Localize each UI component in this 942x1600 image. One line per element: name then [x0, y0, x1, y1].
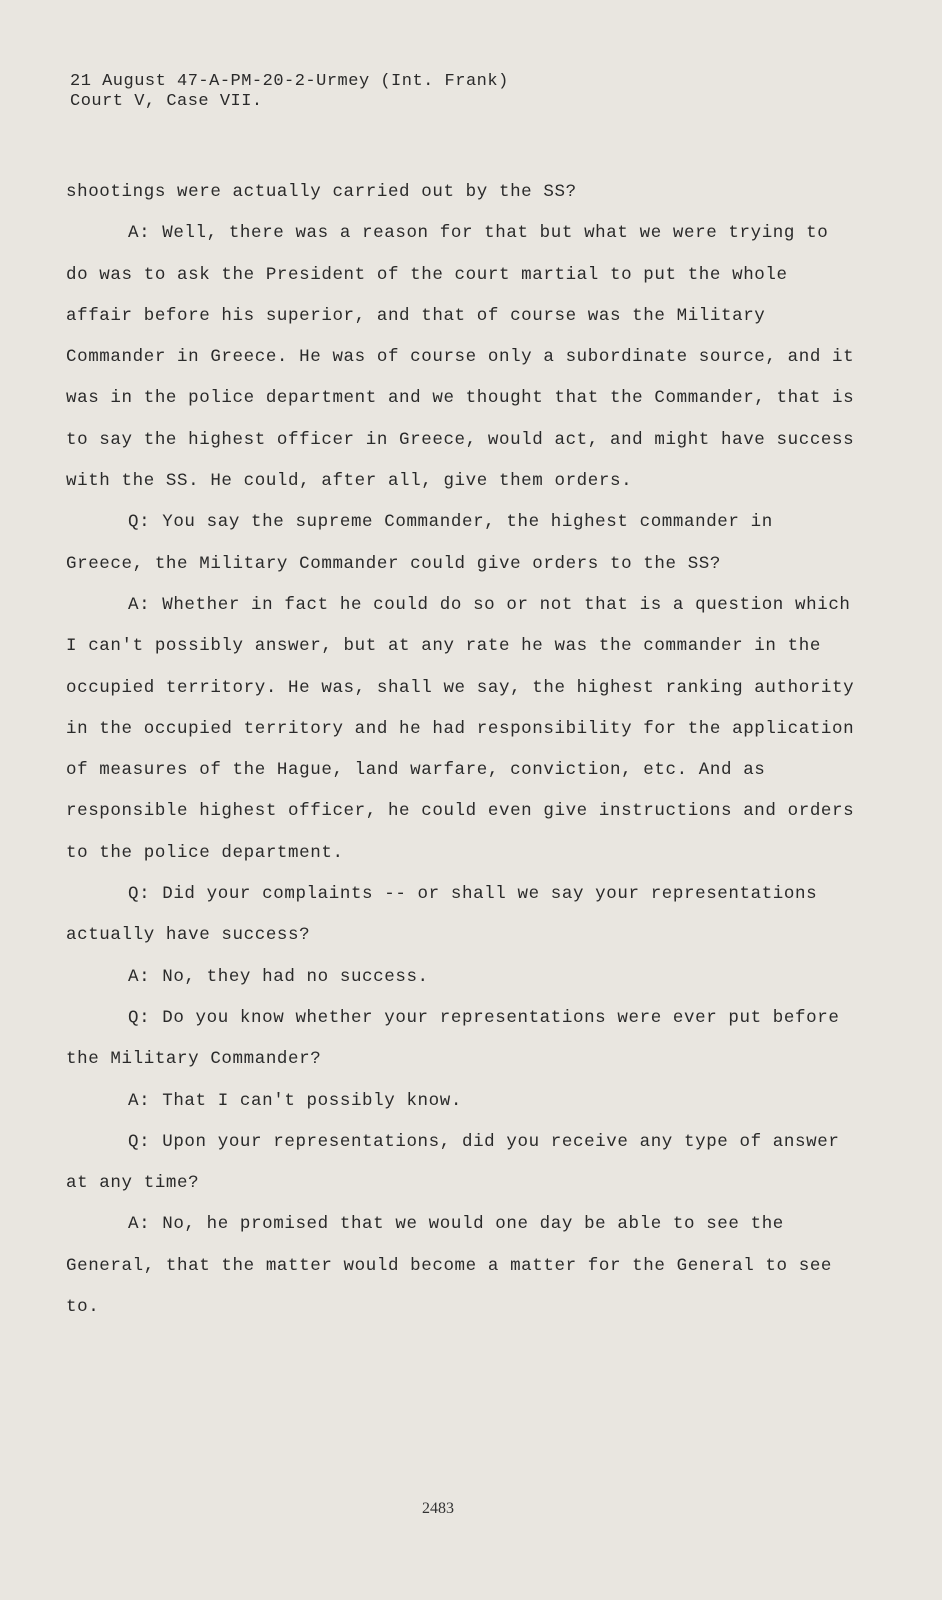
speaker-label: A: — [128, 966, 151, 987]
paragraph-text: Well, there was a reason for that but what we were trying to do was to ask the President of the court martial to put the whole affair before his superior, and that of course was the Military Commander in Greece. He was of course only a subordinate source, and it was in the police department and we thought that the Commander, that is to say the highest officer in Greece, would act, and might have success with the SS. He could, after all, give them orders. — [66, 223, 855, 492]
header-court-line: Court V, Case VII. — [70, 92, 263, 111]
paragraph-text: No, they had no success. — [162, 966, 429, 987]
speaker-label: A: — [128, 1090, 151, 1111]
transcript-paragraph — [66, 502, 856, 585]
transcript-paragraph — [66, 172, 856, 213]
speaker-label: Q: — [128, 884, 151, 905]
speaker-label: A: — [128, 1214, 151, 1235]
transcript-paragraph — [66, 1081, 856, 1122]
transcript-paragraph — [66, 1122, 856, 1205]
speaker-label: Q: — [128, 1131, 151, 1152]
paragraph-text: Upon your representations, did you receive any type of answer at any time? — [66, 1131, 840, 1194]
transcript-paragraph — [66, 874, 856, 957]
transcript-paragraph — [66, 1204, 856, 1328]
page-number: 2483 — [422, 1500, 454, 1517]
speaker-label: Q: — [128, 1007, 151, 1028]
transcript-paragraph — [66, 585, 856, 874]
speaker-label: A: — [128, 594, 151, 615]
speaker-label: Q: — [128, 512, 151, 533]
transcript-paragraph — [66, 213, 856, 502]
transcript-paragraph — [66, 957, 856, 998]
paragraph-text: Did your complaints -- or shall we say your representations actually have success? — [66, 884, 818, 946]
paragraph-text: shootings were actually carried out by the SS? — [66, 182, 577, 202]
speaker-label: A: — [128, 223, 151, 244]
paragraph-text: That I can't possibly know. — [162, 1090, 462, 1111]
transcript-paragraph — [66, 998, 856, 1081]
paragraph-text: Do you know whether your representations were ever put before the Military Commander? — [66, 1007, 840, 1070]
paragraph-text: No, he promised that we would one day be able to see the General, that the matter would become a matter for the General to see to. — [66, 1214, 833, 1318]
transcript-body — [66, 172, 856, 1328]
document-header — [70, 72, 509, 112]
paragraph-text: You say the supreme Commander, the highest commander in Greece, the Military Commander could give orders to the SS? — [66, 512, 773, 574]
paragraph-text: Whether in fact he could do so or not that is a question which I can't possibly answer, but at any rate he was the commander in the occupied territory. He was, shall we say, the highest ranking authority in the occupied territory and he had responsibility for the application of measures of the Hague, land warfare, conviction, etc. And as responsible highest officer, he could even give instructions and orders to the police department. — [66, 594, 855, 863]
header-date-line: 21 August 47-A-PM-20-2-Urmey (Int. Frank) — [70, 72, 509, 91]
